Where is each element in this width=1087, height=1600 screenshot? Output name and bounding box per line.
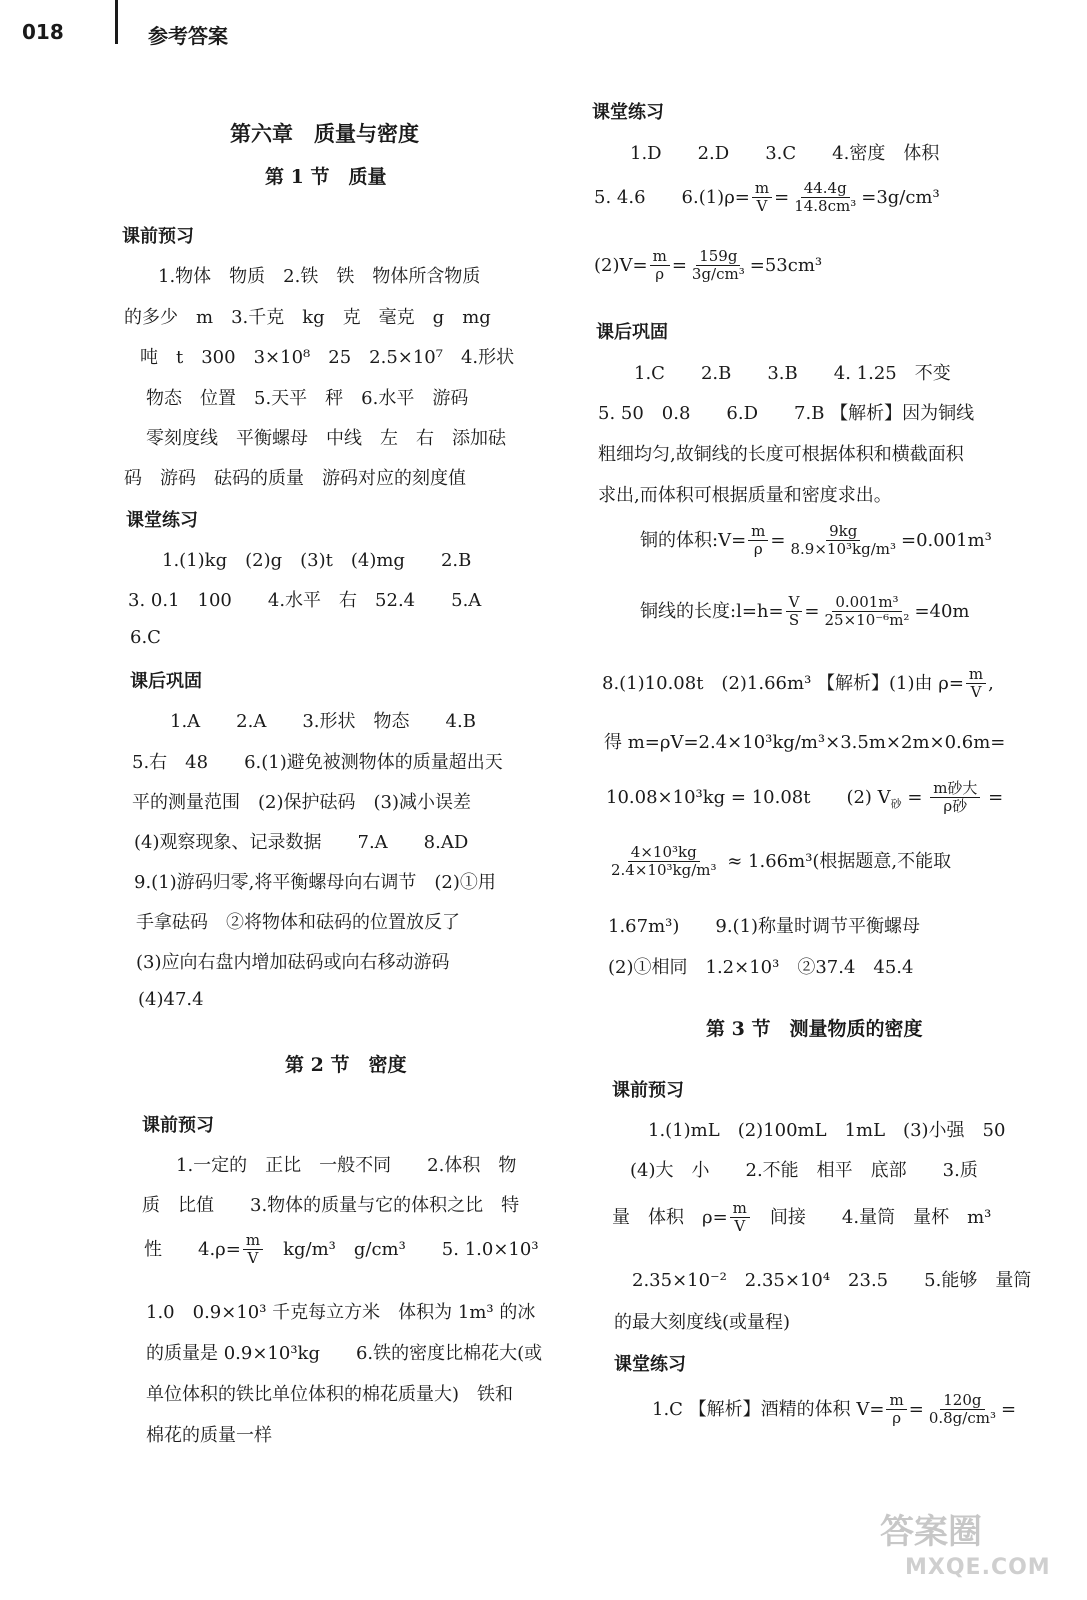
s2-after-label: 课后巩固 [596,322,668,343]
text-run: = [770,529,786,551]
s1-after-label: 课后巩固 [130,671,202,692]
text-run: 1.C 【解析】酒精的体积 V= [652,1398,885,1420]
fraction-denominator: 0.8g/cm³ [928,1409,996,1428]
q8-line-3 [606,780,1003,816]
fraction [748,523,768,559]
text-run: = [901,786,929,808]
fraction-numerator: 4×10³kg [628,844,700,862]
s1-after-line-3: 平的测量范围 (2)保护砝码 (3)减小误差 [132,792,471,813]
s2-pre-line-1: 1.一定的 正比 一般不同 2.体积 物 [176,1155,517,1176]
s3-class-line-1 [652,1392,1016,1428]
s1-after-line-5: 9.(1)游码归零,将平衡螺母向右调节 (2)①用 [134,872,496,893]
s1-class-line-3: 6.C [130,627,161,648]
s2-pre-line-2: 质 比值 3.物体的质量与它的体积之比 特 [142,1195,520,1216]
text-run: =53cm³ [749,254,823,276]
text-run: = [671,254,687,276]
s3-pre-line-4: 2.35×10⁻² 2.35×10⁴ 23.5 5.能够 量筒 [632,1270,1032,1291]
section-1-title: 第 1 节 质量 [265,166,387,188]
s3-pre-label: 课前预习 [612,1080,684,1101]
fraction-denominator: ρ [892,1409,902,1428]
s1-class-line-1: 1.(1)kg (2)g (3)t (4)mg 2.B [162,550,472,571]
s1-class-line-2: 3. 0.1 100 4.水平 右 52.4 5.A [128,590,482,611]
s1-pre-line-2: 的多少 m 3.千克 kg 克 毫克 g mg [124,307,491,328]
s2-pre-line-3-start: 性 4.ρ= [144,1238,241,1260]
fraction [689,248,748,284]
s1-after-line-4: (4)观察现象、记录数据 7.A 8.AD [134,832,469,853]
text-run: 铜线的长度:l=h= [640,600,784,622]
subscript: 砂 [890,797,902,811]
fraction-denominator: V [247,1249,259,1268]
copper-length-formula [640,594,970,630]
q8-line-6: (2)①相同 1.2×10³ ②37.4 45.4 [608,957,914,978]
fraction-numerator: 44.4g [801,180,850,198]
q8-line-5: 1.67m³) 9.(1)称量时调节平衡螺母 [608,916,921,937]
fraction [791,180,859,216]
text-run: = [1000,1398,1017,1420]
fraction-numerator: V [786,594,803,612]
text-run: = [908,1398,924,1420]
fraction [608,844,720,880]
s2-after-line-4: 求出,而体积可根据质量和密度求出。 [598,485,892,506]
q8-line-1 [602,666,994,702]
s2-after-line-3: 粗细均匀,故铜线的长度可根据体积和横截面积 [598,444,964,465]
fraction [787,523,899,559]
fraction-denominator: 25×10⁻⁶m² [824,611,910,630]
s3-class-label: 课堂练习 [614,1354,686,1375]
text-run: =3g/cm³ [861,186,940,208]
fraction-numerator: 120g [940,1392,984,1410]
fraction [926,1392,999,1428]
text-run: =40m [914,600,970,622]
section-3-title: 第 3 节 测量物质的密度 [706,1018,923,1040]
q8-line-2: 得 m=ρV=2.4×10³kg/m³×3.5m×2m×0.6m= [604,732,1006,753]
chapter-title: 第六章 质量与密度 [230,121,419,146]
fraction-denominator: V [756,197,768,216]
s1-pre-label: 课前预习 [122,226,194,247]
s3-pre-line-1: 1.(1)mL (2)100mL 1mL (3)小强 50 [648,1120,1006,1141]
fraction-numerator: m [886,1392,906,1410]
s2-pre-line-6: 单位体积的铁比单位体积的棉花质量大) 铁和 [146,1384,514,1405]
s1-after-line-2: 5.右 48 6.(1)避免被测物体的质量超出天 [132,752,503,773]
text-run: =0.001m³ [901,529,992,551]
s2-pre-label: 课前预习 [142,1115,214,1136]
s2-class-label: 课堂练习 [592,102,664,123]
text-run: 5. 4.6 6.(1)ρ= [594,186,750,208]
fraction-numerator: m [752,180,772,198]
fraction [886,1392,906,1428]
fraction [930,780,980,816]
fraction-numerator: m [748,523,768,541]
copper-volume-formula [640,523,992,559]
text-run: 间接 4.量筒 量杯 m³ [751,1206,992,1228]
fraction [730,1200,750,1236]
fraction-denominator: 8.9×10³kg/m³ [790,540,896,559]
s2-pre-line-7: 棉花的质量一样 [146,1425,272,1446]
fraction [650,248,670,284]
fraction [752,180,772,216]
s2-pre-line-3 [144,1232,539,1268]
s3-pre-line-3 [612,1200,991,1236]
text-run: 8.(1)10.08t (2)1.66m³ 【解析】(1)由 ρ= [602,672,964,694]
text-run: 10.08×10³kg = 10.08t (2) V [606,786,891,808]
s2-class-line-1: 1.D 2.D 3.C 4.密度 体积 [630,143,940,164]
s2-pre-line-4: 1.0 0.9×10³ 千克每立方米 体积为 1m³ 的冰 [146,1302,536,1323]
s1-after-line-7: (3)应向右盘内增加砝码或向右移动游码 [136,952,450,973]
s3-pre-line-2: (4)大 小 2.不能 相平 底部 3.质 [630,1160,978,1181]
density-fraction [243,1232,263,1268]
section-2-title: 第 2 节 密度 [285,1054,407,1076]
s3-pre-line-5: 的最大刻度线(或量程) [614,1312,791,1333]
fraction-numerator: 0.001m³ [832,594,901,612]
text-run: 铜的体积:V= [640,529,747,551]
text-run: ≈ 1.66m³(根据题意,不能取 [721,850,952,872]
s1-pre-line-5: 零刻度线 平衡螺母 中线 左 右 添加砝 [146,428,506,449]
text-run: = [804,600,820,622]
fraction-denominator: S [788,611,800,630]
watermark-logo: 答案圈 [880,1512,982,1552]
page-header-title: 参考答案 [148,24,228,48]
fraction-numerator: 9kg [826,523,860,541]
s1-class-label: 课堂练习 [126,510,198,531]
fraction-numerator: m [243,1232,263,1250]
fraction-numerator: m砂大 [930,780,980,798]
fraction-denominator: V [734,1217,746,1236]
fraction-denominator: 14.8cm³ [794,197,857,216]
text-run: = [982,786,1004,808]
fraction [822,594,913,630]
fraction-denominator: ρ砂 [943,797,968,816]
fraction [786,594,803,630]
fraction-denominator: ρ [753,540,763,559]
fraction [966,666,986,702]
s1-pre-line-3: 吨 t 300 3×10⁸ 25 2.5×10⁷ 4.形状 [140,347,515,368]
s1-after-line-8: (4)47.4 [138,989,204,1010]
s2-pre-line-5: 的质量是 0.9×10³kg 6.铁的密度比棉花大(或 [146,1343,543,1364]
s1-pre-line-4: 物态 位置 5.天平 秤 6.水平 游码 [146,388,469,409]
s1-after-line-6: 手拿砝码 ②将物体和砝码的位置放反了 [136,912,460,933]
fraction-denominator: ρ [655,265,665,284]
fraction-numerator: m [650,248,670,266]
s1-pre-line-1: 1.物体 物质 2.铁 铁 物体所含物质 [158,266,481,287]
s1-after-line-1: 1.A 2.A 3.形状 物态 4.B [170,711,476,732]
s1-pre-line-6: 码 游码 砝码的质量 游码对应的刻度值 [124,468,466,489]
s2-class-line-2 [594,180,940,216]
watermark-url: MXQE.COM [905,1555,1051,1580]
s2-pre-line-3-end: kg/m³ g/cm³ 5. 1.0×10³ [265,1238,539,1260]
text-run: (2)V= [594,254,648,276]
text-run: 量 体积 ρ= [612,1206,728,1228]
s2-after-line-1: 1.C 2.B 3.B 4. 1.25 不变 [634,363,951,384]
s2-class-line-3 [594,248,822,284]
fraction-denominator: 2.4×10³kg/m³ [611,861,717,880]
fraction-numerator: m [966,666,986,684]
fraction-numerator: 159g [696,248,740,266]
fraction-denominator: V [970,683,982,702]
text-run: = [774,186,790,208]
fraction-numerator: m [730,1200,750,1218]
q8-line-4 [606,844,951,880]
fraction-denominator: 3g/cm³ [691,265,745,284]
header-divider [115,0,118,44]
text-run: , [988,672,994,694]
s2-after-line-2: 5. 50 0.8 6.D 7.B 【解析】因为铜线 [598,403,975,424]
page-number: 018 [22,20,64,44]
